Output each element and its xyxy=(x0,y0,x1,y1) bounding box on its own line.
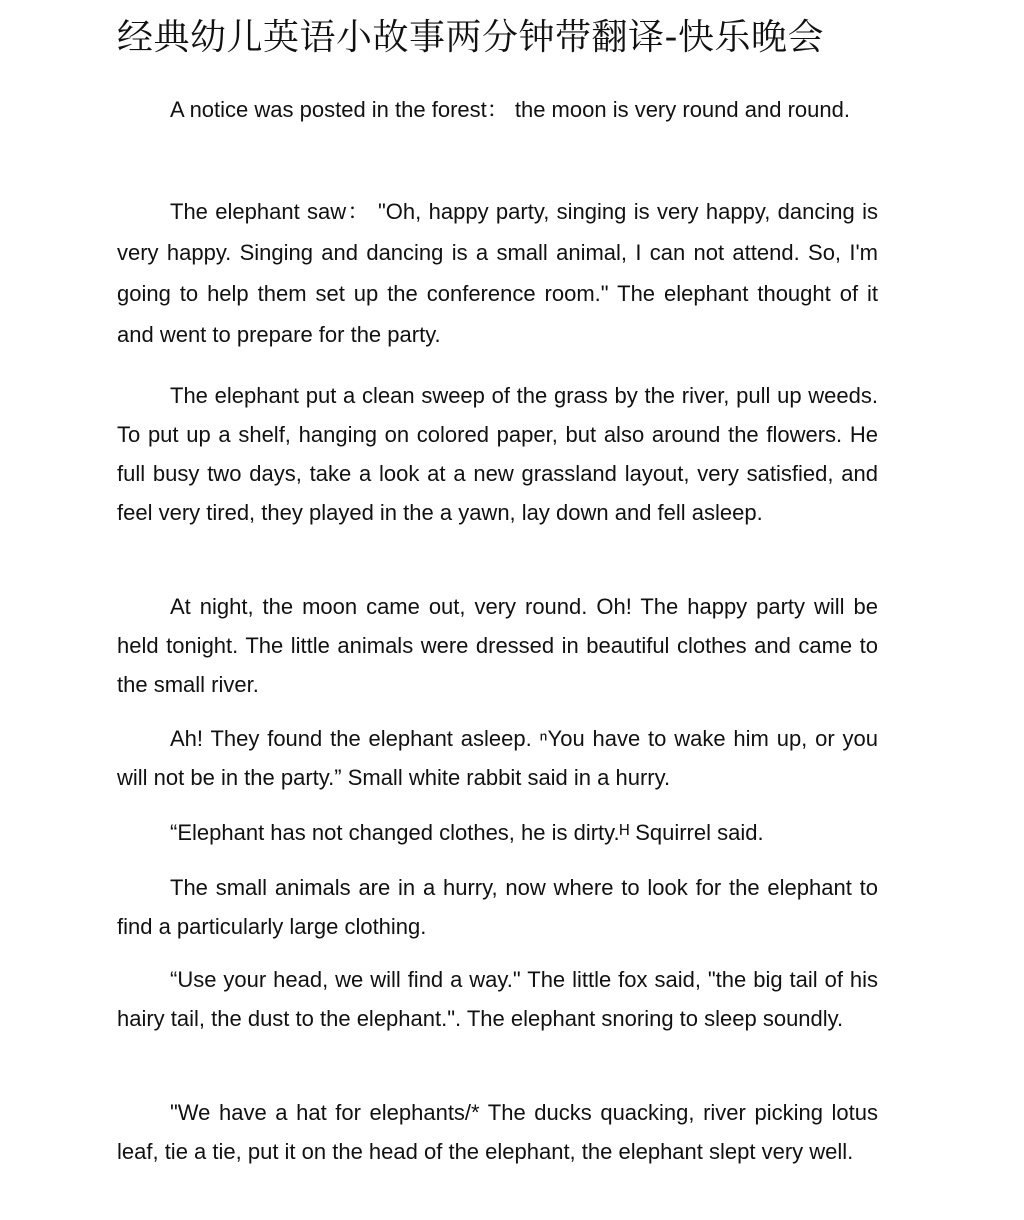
paragraph-ducks: "We have a hat for elephants/* The ducks quacking, river picking lotus leaf, tie a tie, put it on the head of the elephant, the elephant slept very well. xyxy=(117,1100,878,1164)
paragraph-fox: “Use your head, we will find a way." The little fox said, "the big tail of his hairy tail, the dust to the elephant.". The elephant snoring to sleep soundly. xyxy=(117,967,878,1031)
paragraph-elephant-prepares: The elephant put a clean sweep of the grass by the river, pull up weeds. To put up a shelf, hanging on colored paper, but also around the flowers. He full busy two days, take a look at a new grassland layout, very satisfied, and feel very tired, they played in the a yawn, lay down and fell asleep. xyxy=(117,383,878,525)
paragraph-rabbit: Ah! They found the elephant asleep. ⁿYou have to wake him up, or you will not be in the party.” Small white rabbit said in a hurry. xyxy=(117,726,878,790)
paragraph-notice: A notice was posted in the forest： the moon is very round and round. xyxy=(170,97,850,122)
paragraph-elephant-saw: The elephant saw： "Oh, happy party, singing is very happy, dancing is very happy. Singing and dancing is a small animal, I can not attend. So, I'm going to help them set up the conference room." The elephant thought of it and went to prepare for the party. xyxy=(117,199,878,347)
paragraph-small-animals: The small animals are in a hurry, now where to look for the elephant to find a particularly large clothing. xyxy=(117,875,878,939)
document-title: 经典幼儿英语小故事两分钟带翻译-快乐晚会 xyxy=(117,17,824,58)
paragraph-squirrel: “Elephant has not changed clothes, he is dirty.ᴴ Squirrel said. xyxy=(170,820,764,845)
paragraph-night: At night, the moon came out, very round. Oh! The happy party will be held tonight. The little animals were dressed in beautiful clothes and came to the small river. xyxy=(117,594,878,697)
